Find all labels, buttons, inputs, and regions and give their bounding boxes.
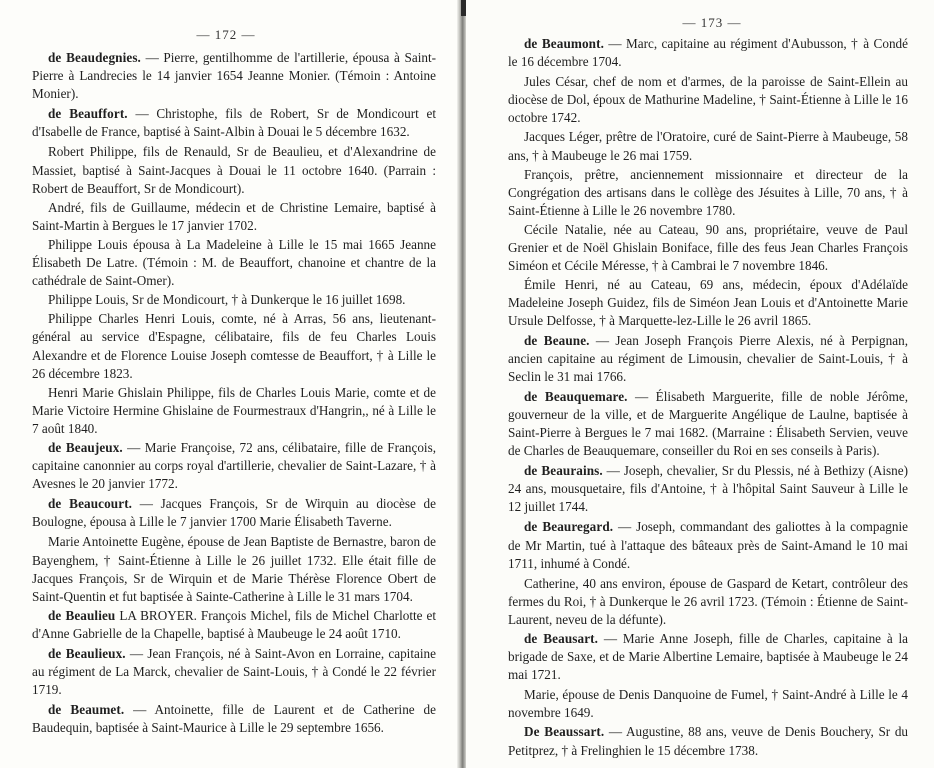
page-number-left: — 172 — [196,27,256,42]
entry-text: — Marie Anne Joseph, fille de Charles, capitaine à la brigade de Saxe, et de Marie Albertine Lemaire, baptisée à Maubeuge le 24 mai 1721. [508,631,909,683]
entry [32,143,436,197]
entry-headword: de Beaulieux. [48,646,126,661]
entry [32,384,436,438]
entry-text: — Marie Françoise, 72 ans, célibataire, fille de François, capitaine canonnier au corps royal d'artillerie, chevalier de Saint-Lazare, † à Avesnes le 20 janvier 1772. [32,439,437,492]
entry-headword: de Beauquemare. [524,388,628,404]
entry-headword: de Beaulieu [48,607,116,623]
entry-text: François, prêtre, anciennement missionnaire et directeur de la Congrégation des artisans dans le collège des Jésuites à Lille, 70 ans, † à Saint-Étienne à Lille le 26 novembre 1780. [508,166,908,218]
entry-text: Marie, épouse de Denis Danquoine de Fumel, † Saint-André à Lille le 4 novembre 1649. [508,687,908,721]
entry [32,310,436,382]
entry-headword: de Beaurains. [524,463,603,479]
page-number-right: — 173 — [682,15,742,30]
entry-text: LA BROYER. François Michel, fils de Michel Charlotte et d'Anne Gabrielle de la Chapelle, baptisé à Maubeuge le 24 août 1710. [32,607,436,641]
entry [32,533,436,605]
entry [32,701,436,737]
right-page-text [466,35,934,760]
entry-text: — Pierre, gentilhomme de l'artillerie, épousa à Saint-Pierre à Landrecies le 14 janvier 1654 Jeanne Monier. (Témoin : Antoine Monier). [32,50,437,102]
entry [32,439,436,493]
entry [32,105,436,141]
entry [508,166,908,220]
entry [32,236,436,290]
entry-text: — Christophe, fils de Robert, Sr de Mondicourt et d'Isabelle de France, baptisé à Saint-Albin à Douai le 5 décembre 1632. [32,106,437,140]
entry [508,723,908,759]
entry [508,276,908,330]
entry-text: — Antoinette, fille de Laurent et de Catherine de Baudequin, baptisée à Saint-Maurice à Lille le 29 septembre 1656. [32,702,436,736]
entry-text: — Jean François, né à Saint-Avon en Lorraine, capitaine au régiment de La Marck, chevalier de Saint-Louis, † à Condé le 22 février 1719. [32,646,436,698]
entry [508,388,908,460]
entry [508,575,908,629]
entry [32,495,436,531]
entry-text: — Joseph, commandant des galiottes à la compagnie de Mr Martin, tué à l'attaque des bâteaux près de Saint-Amand le 10 mai 1711, inhumé à Condé. [508,519,909,571]
left-page-text [0,49,462,737]
entry-text: Philippe Charles Henri Louis, comte, né à Arras, 56 ans, lieutenant-général au service d'Espagne, célibataire, fils de feu Charles Louis Alexandre et de Florence Louise Joseph comtesse de Beauffort, † à Lille le 26 décembre 1823. [32,311,436,381]
entry-text: — Jean Joseph François Pierre Alexis, né à Perpignan, ancien capitaine au régiment de Limousin, chevalier de Saint-Louis, † à Seclin le 31 mai 1766. [508,332,908,384]
entry [508,128,908,164]
left-page [0,0,462,768]
entry-text: Marie Antoinette Eugène, épouse de Jean Baptiste de Bernastre, baron de Bayenghem, † Saint-Étienne à Lille le 26 juillet 1732. Elle était fille de Jacques François, Sr de Wirquin et de Marie Thérèse Florence Obert de Saint-Quentin et fut baptisée à Sainte-Catherine à Lille le 31 mars 1704. [32,534,436,604]
entry-text: André, fils de Guillaume, médecin et de Christine Lemaire, baptisé à Saint-Martin à Bergues le 17 janvier 1702. [32,199,436,233]
entry-text: — Joseph, chevalier, Sr du Plessis, né à Bethizy (Aisne) 24 ans, mousquetaire, fils d'Antoine, † à l'hôpital Saint Sauveur à Lille le 12 juillet 1744. [508,463,908,515]
entry [32,199,436,235]
entry-text: Jacques Léger, prêtre de l'Oratoire, curé de Saint-Pierre à Maubeuge, 58 ans, † à Maubeuge le 26 mai 1759. [508,129,908,163]
entry-text: Jules César, chef de nom et d'armes, de la paroisse de Saint-Ellein au diocèse de Dol, époux de Mathurine Madeline, † Saint-Étienne à Lille le 16 octobre 1742. [508,74,908,126]
entry-text: Robert Philippe, fils de Renauld, Sr de Beaulieu, et d'Alexandrine de Massiet, baptisé à Saint-Jacques à Douai le 11 octobre 1640. (Parrain : Robert de Beauffort, Sr de Mondicourt). [32,144,436,196]
right-page [466,0,934,768]
entry-text: — Augustine, 88 ans, veuve de Denis Bouchery, Sr du Petitprez, † à Frelinghien le 15 décembre 1738. [508,724,909,758]
entry [508,332,908,386]
entry-headword: De Beaussart. [524,724,605,740]
entry-text: Henri Marie Ghislain Philippe, fils de Charles Louis Marie, comte et de Marie Victoire Hermine Ghislaine de Fourmestraux d'Hangrin,, né à Lille le 7 août 1840. [32,384,436,436]
entry-text: Émile Henri, né au Cateau, 69 ans, médecin, époux d'Adélaïde Madeleine Joseph Guidez, fils de Siméon Jean Louis et d'Antoinette Marie Ursule Delfosse, † à Marquette-lez-Lille le 26 avril 1865. [508,277,908,329]
entry [508,630,908,684]
entry [32,607,436,643]
entry-text: Cécile Natalie, née au Cateau, 90 ans, propriétaire, veuve de Paul Grenier et de Noël Ghislain Boniface, fille des feus Jean Charles François Siméon et Cécile Méresse, † à Cambrai le 7 novembre 1846. [508,221,908,274]
entry [32,49,436,103]
entry-headword: de Beaune. [524,332,590,348]
entry-headword: de Beaudegnies. [48,50,141,65]
entry-text: — Jacques François, Sr de Wirquin au diocèse de Boulogne, épousa à Lille le 7 janvier 1700 Marie Élisabeth Taverne. [32,496,436,530]
entry-text: — Élisabeth Marguerite, fille de noble Jérôme, gouverneur de la ville, et de Marguerite Angélique de Laulne, baptisée à Saint-Pierre à Bergues le 7 mai 1682. (Marraine : Élisabeth Servien, veuve de Charles de Beauquemare, conseiller du Roi en ses conseils à Paris). [508,388,909,459]
entry [508,462,908,516]
entry [508,686,908,722]
entry-headword: de Beaucourt. [48,496,133,512]
entry-text: — Marc, capitaine au régiment d'Aubusson, † à Condé le 16 décembre 1704. [508,36,908,70]
entry-headword: de Beaujeux. [48,439,123,455]
entry-text: Catherine, 40 ans environ, épouse de Gaspard de Ketart, contrôleur des fermes du Roi, † à Dunkerque le 26 avril 1723. (Témoin : Étienne de Saint-Laurent, neveu de la défunte). [508,575,908,627]
entry [508,518,908,572]
entry-headword: de Beauffort. [48,106,128,122]
entry [32,291,436,309]
entry-headword: de Beaumet. [48,702,125,718]
entry [508,35,908,71]
entry-text: Philippe Louis épousa à La Madeleine à Lille le 15 mai 1665 Jeanne Élisabeth De Latre. (Témoin : M. de Beauffort, chanoine et chantre de la cathédrale de Saint-Omer). [32,236,436,289]
entry [32,645,436,699]
entry-headword: de Beausart. [524,631,599,646]
entry-headword: de Beauregard. [524,519,614,535]
entry [508,221,908,275]
entry-text: Philippe Louis, Sr de Mondicourt, † à Dunkerque le 16 juillet 1698. [48,292,406,308]
entry-headword: de Beaumont. [524,36,604,51]
entry [508,73,908,127]
